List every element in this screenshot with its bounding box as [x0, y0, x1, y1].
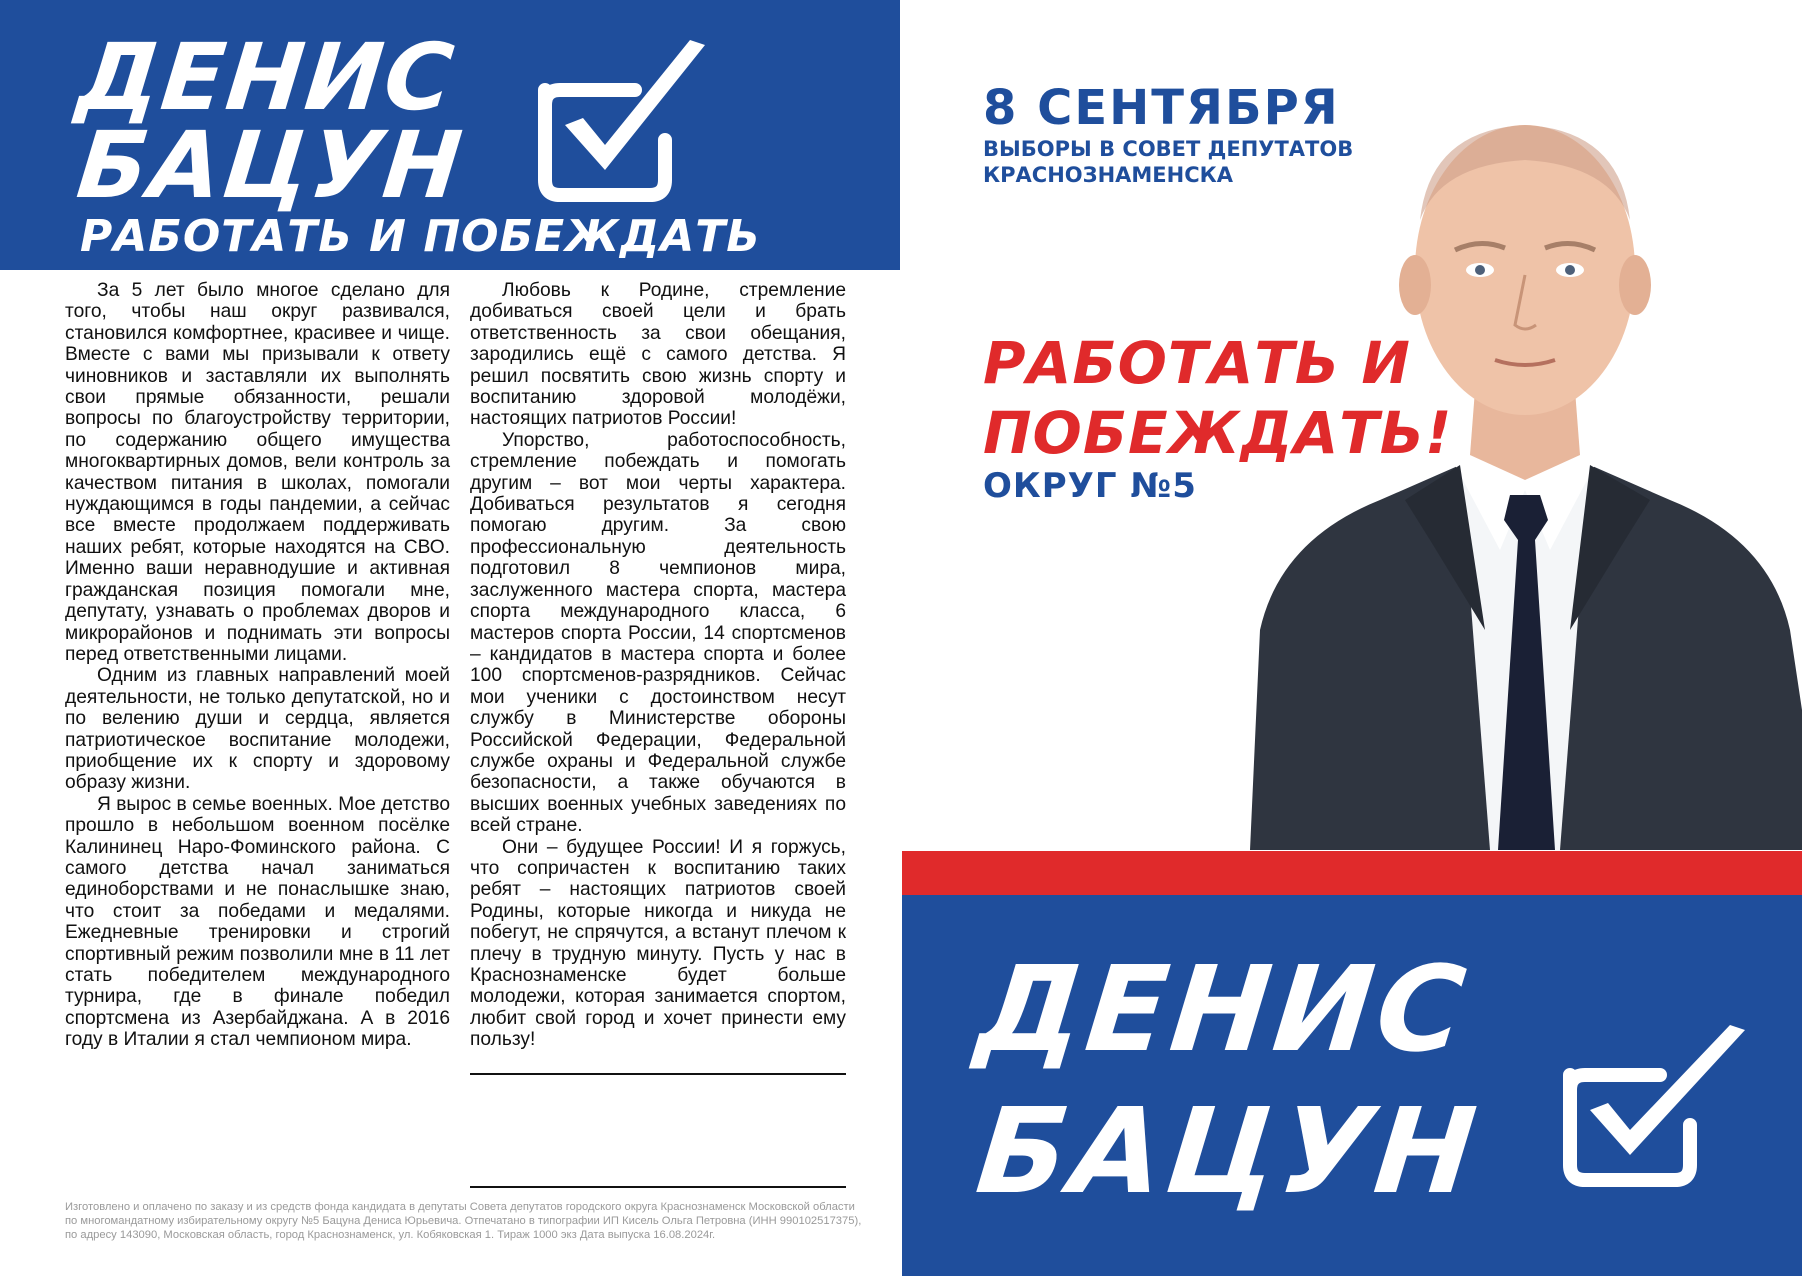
- paragraph: Они – будущее России! И я горжусь, что сопричастен к воспитанию таких ребят – настоящих патриотов своей Родины, которые никогда и никуда не побегут, не спрячутся, а встанут плечом к плечу в трудную минуту. Пусть у нас в Краснознаменске будет больше молодежи, которая занимается спортом, любит свой город и хочет принести ему пользу!: [470, 836, 846, 1051]
- banner-first-name: ДЕНИС: [970, 940, 1476, 1078]
- paragraph: Любовь к Родине, стремление добиваться своей цели и брать ответственность за свои обещания, зародились ещё с самого детства. Я решил посвятить свою жизнь спорту и воспитанию здоровой молодёжи, настоящих патриотов России!: [470, 280, 846, 430]
- paragraph: За 5 лет было многое сделано для того, чтобы наш округ развивался, становился комфортнее, красивее и чище. Вместе с вами мы призывали к ответу чиновников и заставляли их выполнять свои прямые обязанности, решали вопросы по благоустройству территории, по содержанию общего имущества многоквартирных домов, вели контроль за качеством питания в школах, помогали нуждающимся в годы пандемии, а сейчас все вместе продолжаем поддерживать наших ребят, которые находятся на СВО. Именно ваши неравнодушие и активная гражданская позиция помогали мне, депутату, узнавать о проблемах дворов и микрорайонов и поднимать эти вопросы перед ответственными лицами.: [65, 280, 450, 665]
- paragraph: Одним из главных направлений моей деятельности, не только депутатской, но и по велению души и сердца, является патриотическое воспитание молодежи, приобщение их к спорту и здоровому образу жизни.: [65, 665, 450, 794]
- election-line: КРАСНОЗНАМЕНСКА: [983, 163, 1234, 187]
- slogan-line: РАБОТАТЬ И: [983, 329, 1411, 397]
- divider-line: [470, 1073, 846, 1075]
- election-line: ВЫБОРЫ В СОВЕТ ДЕПУТАТОВ: [983, 137, 1354, 161]
- imprint-text: Изготовлено и оплачено по заказу и из средств фонда кандидата в депутаты Совета депутатов городского округа Краснознаменск Московской области по многомандатному избирательному округу №5 Бацуна Дениса Юрьевича. Отпечатано в типографии ИП Кисель Ольга Петровна (ИНН 990102517375), по адресу 143090, Московская область, город Краснознаменск, ул. Кобяковская 1. Тираж 1000 экз Дата выпуска 16.08.2024г.: [65, 1201, 862, 1241]
- paragraph: Я вырос в семье военных. Мое детство прошло в небольшом военном посёлке Калининец Наро-Фоминского района. С самого детства начал заниматься единоборствами и не понаслышке знаю, что стоит за победами и медалями. Ежедневные тренировки и строгий спортивный режим позволили мне в 11 лет стать победителем международного турнира, где в финале победил спортсмена из Азербайджана. А в 2016 году в Италии я стал чемпионом мира.: [65, 793, 450, 1051]
- header-first-name: ДЕНИС: [72, 24, 460, 131]
- divider-line: [470, 1186, 846, 1188]
- paragraph: Упорство, работоспособность, стремление побеждать и помогать другим – вот мои черты характера. Добиваться результатов я сегодня помогаю другим. За свою профессиональную деятельность подготовил 8 чемпионов мира, заслуженного мастера спорта, мастера спорта международного класса, 6 мастеров спорта России, 14 спортсменов – кандидатов в мастера спорта и более 100 спортсменов-разрядников. Сейчас мои ученики с достоинством несут службу в Министерстве обороны Российской Федерации, Федеральной службе охраны и Федеральной службе безопасности, а также обучаются в высших военных учебных заведениях по всей стране.: [470, 429, 846, 837]
- article-column-left: [65, 280, 450, 1051]
- red-stripe: [902, 851, 1802, 895]
- article-column-right: [470, 280, 846, 1051]
- header-slogan: РАБОТАТЬ И ПОБЕЖДАТЬ: [80, 211, 761, 262]
- checkbox-check-icon: [505, 30, 715, 210]
- district-label: ОКРУГ №5: [983, 466, 1197, 506]
- slogan-line: ПОБЕЖДАТЬ!: [983, 399, 1453, 467]
- banner-last-name: БАЦУН: [970, 1082, 1486, 1220]
- candidate-photo: [1230, 70, 1802, 850]
- checkbox-check-icon: [1525, 1005, 1755, 1195]
- header-last-name: БАЦУН: [72, 112, 469, 219]
- election-date: 8 СЕНТЯБРЯ: [983, 80, 1340, 136]
